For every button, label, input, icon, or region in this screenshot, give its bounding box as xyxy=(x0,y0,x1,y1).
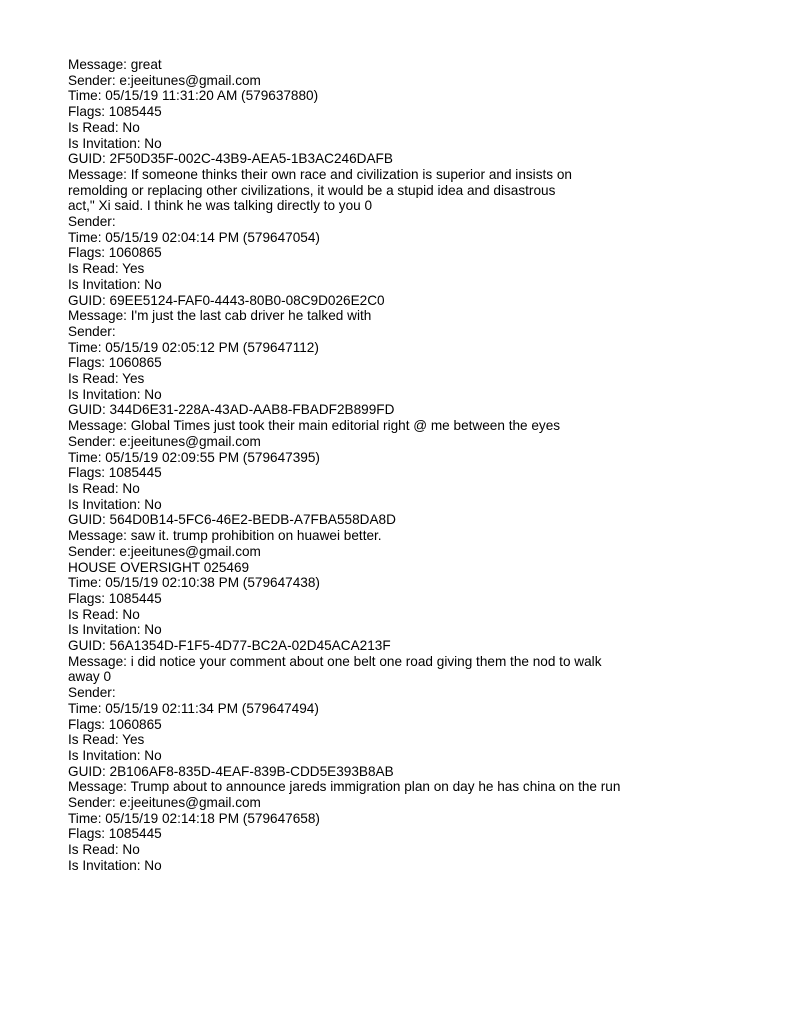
text-line: Is Read: No xyxy=(68,480,140,496)
text-line: Message: Trump about to announce jareds immigration plan on day he has china on the run xyxy=(68,779,621,795)
text-line: Flags: 1085445 xyxy=(68,590,162,606)
text-line: Time: 05/15/19 11:31:20 AM (579637880) xyxy=(68,88,319,104)
text-line: GUID: 69EE5124-FAF0-4443-80B0-08C9D026E2C0 xyxy=(68,292,385,308)
text-line: Flags: 1060865 xyxy=(68,716,162,732)
text-line: Time: 05/15/19 02:11:34 PM (579647494) xyxy=(68,700,319,716)
text-line: Time: 05/15/19 02:14:18 PM (579647658) xyxy=(68,810,320,826)
text-line: GUID: 56A1354D-F1F5-4D77-BC2A-02D45ACA213F xyxy=(68,638,391,654)
text-line: Is Invitation: No xyxy=(68,276,162,292)
text-line: Message: great xyxy=(68,57,162,72)
text-line: Sender: e:jeeitunes@gmail.com xyxy=(68,543,261,559)
text-line: GUID: 2F50D35F-002C-43B9-AEA5-1B3AC246DAFB xyxy=(68,151,393,167)
text-line: GUID: 344D6E31-228A-43AD-AAB8-FBADF2B899FD xyxy=(68,402,395,418)
text-line: Sender: e:jeeitunes@gmail.com xyxy=(68,795,261,811)
text-line: Sender: xyxy=(68,323,116,339)
text-line: Is Read: Yes xyxy=(68,732,145,748)
text-line: Sender: xyxy=(68,214,116,230)
text-line: Message: If someone thinks their own race and civilization is superior and insists on xyxy=(68,166,572,182)
text-line: GUID: 2B106AF8-835D-4EAF-839B-CDD5E393B8AB xyxy=(68,763,394,779)
document-page xyxy=(68,57,768,874)
text-line: Is Invitation: No xyxy=(68,386,162,402)
text-line: remolding or replacing other civilizations, it would be a stupid idea and disastrous xyxy=(68,182,556,198)
text-line: Is Read: Yes xyxy=(68,371,145,387)
text-line: Time: 05/15/19 02:05:12 PM (579647112) xyxy=(68,339,319,355)
text-line: Time: 05/15/19 02:04:14 PM (579647054) xyxy=(68,229,320,245)
text-line: Is Invitation: No xyxy=(68,622,162,638)
text-line: Message: i did notice your comment about one belt one road giving them the nod to walk xyxy=(68,653,602,669)
text-line: Is Read: No xyxy=(68,119,140,135)
text-line: Is Read: Yes xyxy=(68,261,145,277)
text-line: Is Invitation: No xyxy=(68,496,162,512)
bates-stamp: HOUSE OVERSIGHT 025469 xyxy=(68,559,250,575)
text-line: Is Read: No xyxy=(68,842,140,858)
text-line: Flags: 1060865 xyxy=(68,245,162,261)
text-line: Message: I'm just the last cab driver he talked with xyxy=(68,308,372,324)
text-line: Is Invitation: No xyxy=(68,857,162,873)
text-line: Flags: 1085445 xyxy=(68,465,162,481)
text-line: Is Invitation: No xyxy=(68,135,162,151)
text-line: Flags: 1085445 xyxy=(68,826,162,842)
text-line: Message: saw it. trump prohibition on huawei better. xyxy=(68,528,382,544)
text-line: Time: 05/15/19 02:10:38 PM (579647438) xyxy=(68,575,320,591)
text-line: Flags: 1060865 xyxy=(68,355,162,371)
text-line: Is Read: No xyxy=(68,606,140,622)
text-line: act," Xi said. I think he was talking directly to you 0 xyxy=(68,198,373,214)
text-line: Flags: 1085445 xyxy=(68,104,162,120)
text-line: Sender: xyxy=(68,685,116,701)
text-line: Sender: e:jeeitunes@gmail.com xyxy=(68,72,261,88)
text-line: Message: Global Times just took their main editorial right @ me between the eyes xyxy=(68,418,561,434)
text-line: GUID: 564D0B14-5FC6-46E2-BEDB-A7FBA558DA8D xyxy=(68,512,396,528)
text-line: Is Invitation: No xyxy=(68,747,162,763)
text-line: away 0 xyxy=(68,669,112,685)
text-line: Time: 05/15/19 02:09:55 PM (579647395) xyxy=(68,449,320,465)
text-line: Sender: e:jeeitunes@gmail.com xyxy=(68,433,261,449)
